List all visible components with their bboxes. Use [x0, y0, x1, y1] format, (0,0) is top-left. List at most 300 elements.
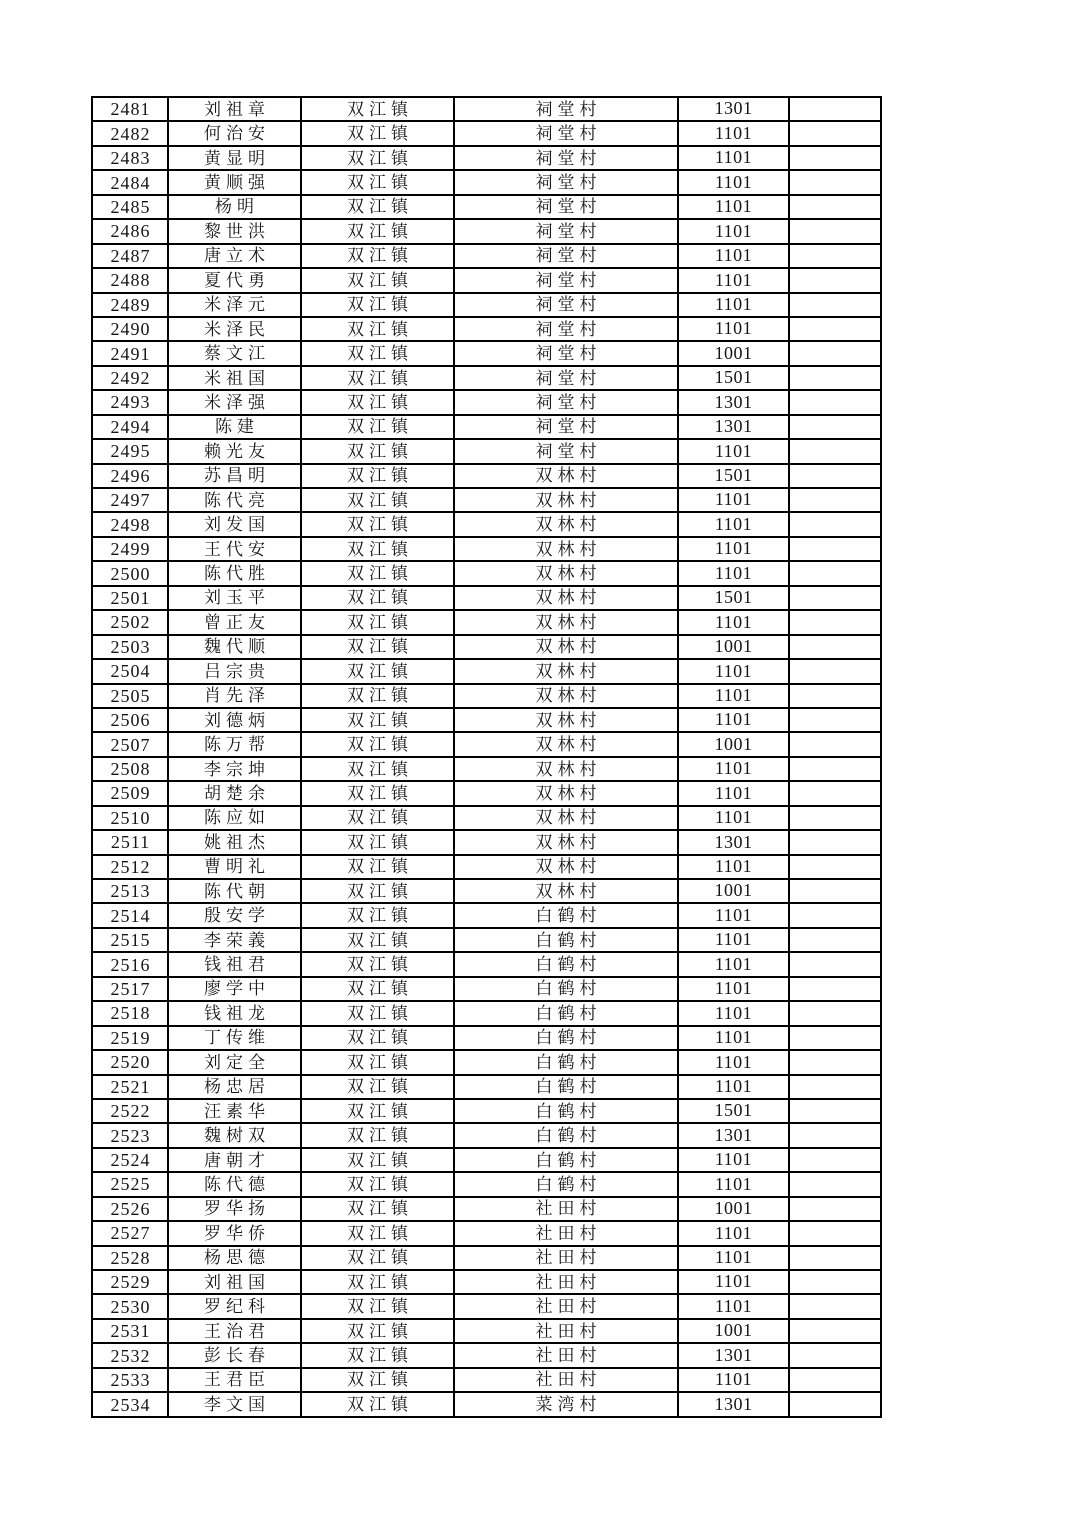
table-row — [92, 415, 881, 439]
code-cell: 1001 — [678, 879, 789, 903]
town-cell: 双江镇 — [301, 146, 454, 170]
table-row — [92, 439, 881, 463]
table-row — [92, 1197, 881, 1221]
table-row — [92, 684, 881, 708]
town-cell: 双江镇 — [301, 732, 454, 756]
row-number-cell: 2489 — [92, 293, 168, 317]
table-row — [92, 830, 881, 854]
table-row — [92, 341, 881, 365]
empty-cell — [789, 610, 881, 634]
village-cell: 祠堂村 — [454, 146, 678, 170]
village-cell: 双林村 — [454, 879, 678, 903]
empty-cell — [789, 1075, 881, 1099]
town-cell: 双江镇 — [301, 1197, 454, 1221]
empty-cell — [789, 464, 881, 488]
village-cell: 白鹤村 — [454, 928, 678, 952]
village-cell: 白鹤村 — [454, 1099, 678, 1123]
town-cell: 双江镇 — [301, 97, 454, 121]
row-number-cell: 2510 — [92, 806, 168, 830]
name-cell: 夏代勇 — [168, 268, 301, 292]
name-cell: 曾正友 — [168, 610, 301, 634]
empty-cell — [789, 952, 881, 976]
row-number-cell: 2519 — [92, 1026, 168, 1050]
town-cell: 双江镇 — [301, 439, 454, 463]
town-cell: 双江镇 — [301, 1123, 454, 1147]
code-cell: 1001 — [678, 1197, 789, 1221]
code-cell: 1301 — [678, 390, 789, 414]
table-row — [92, 977, 881, 1001]
code-cell: 1001 — [678, 732, 789, 756]
town-cell: 双江镇 — [301, 855, 454, 879]
table-row — [92, 512, 881, 536]
village-cell: 白鹤村 — [454, 1075, 678, 1099]
name-cell: 刘玉平 — [168, 586, 301, 610]
village-cell: 祠堂村 — [454, 195, 678, 219]
empty-cell — [789, 1172, 881, 1196]
table-row — [92, 195, 881, 219]
village-cell: 社田村 — [454, 1368, 678, 1392]
table-row — [92, 488, 881, 512]
code-cell: 1101 — [678, 1221, 789, 1245]
code-cell: 1101 — [678, 537, 789, 561]
code-cell: 1101 — [678, 1075, 789, 1099]
table-row — [92, 708, 881, 732]
village-cell: 社田村 — [454, 1221, 678, 1245]
empty-cell — [789, 561, 881, 585]
table-row — [92, 1319, 881, 1343]
code-cell: 1101 — [678, 439, 789, 463]
town-cell: 双江镇 — [301, 464, 454, 488]
empty-cell — [789, 1221, 881, 1245]
town-cell: 双江镇 — [301, 317, 454, 341]
row-number-cell: 2482 — [92, 121, 168, 145]
empty-cell — [789, 1343, 881, 1367]
town-cell: 双江镇 — [301, 1099, 454, 1123]
name-cell: 杨思德 — [168, 1246, 301, 1270]
town-cell: 双江镇 — [301, 952, 454, 976]
name-cell: 杨忠居 — [168, 1075, 301, 1099]
empty-cell — [789, 317, 881, 341]
empty-cell — [789, 366, 881, 390]
code-cell: 1101 — [678, 757, 789, 781]
row-number-cell: 2530 — [92, 1294, 168, 1318]
village-cell: 社田村 — [454, 1343, 678, 1367]
town-cell: 双江镇 — [301, 1294, 454, 1318]
village-cell: 双林村 — [454, 635, 678, 659]
name-cell: 米泽元 — [168, 293, 301, 317]
name-cell: 魏代顺 — [168, 635, 301, 659]
village-cell: 双林村 — [454, 806, 678, 830]
village-cell: 白鹤村 — [454, 952, 678, 976]
town-cell: 双江镇 — [301, 512, 454, 536]
name-cell: 王代安 — [168, 537, 301, 561]
town-cell: 双江镇 — [301, 1148, 454, 1172]
row-number-cell: 2491 — [92, 341, 168, 365]
village-cell: 社田村 — [454, 1294, 678, 1318]
row-number-cell: 2527 — [92, 1221, 168, 1245]
name-cell: 黎世洪 — [168, 219, 301, 243]
code-cell: 1301 — [678, 1343, 789, 1367]
town-cell: 双江镇 — [301, 903, 454, 927]
name-cell: 赖光友 — [168, 439, 301, 463]
table-row — [92, 537, 881, 561]
table-row — [92, 1026, 881, 1050]
empty-cell — [789, 1392, 881, 1417]
row-number-cell: 2481 — [92, 97, 168, 121]
row-number-cell: 2483 — [92, 146, 168, 170]
row-number-cell: 2494 — [92, 415, 168, 439]
name-cell: 杨明 — [168, 195, 301, 219]
code-cell: 1101 — [678, 219, 789, 243]
village-cell: 双林村 — [454, 830, 678, 854]
name-cell: 米泽强 — [168, 390, 301, 414]
name-cell: 陈建 — [168, 415, 301, 439]
table-row — [92, 390, 881, 414]
row-number-cell: 2504 — [92, 659, 168, 683]
row-number-cell: 2513 — [92, 879, 168, 903]
name-cell: 殷安学 — [168, 903, 301, 927]
empty-cell — [789, 121, 881, 145]
code-cell: 1101 — [678, 708, 789, 732]
table-row — [92, 879, 881, 903]
village-cell: 祠堂村 — [454, 293, 678, 317]
village-cell: 白鹤村 — [454, 1123, 678, 1147]
empty-cell — [789, 903, 881, 927]
town-cell: 双江镇 — [301, 488, 454, 512]
row-number-cell: 2514 — [92, 903, 168, 927]
town-cell: 双江镇 — [301, 977, 454, 1001]
town-cell: 双江镇 — [301, 1050, 454, 1074]
table-row — [92, 903, 881, 927]
empty-cell — [789, 1050, 881, 1074]
table-row — [92, 952, 881, 976]
town-cell: 双江镇 — [301, 1319, 454, 1343]
code-cell: 1001 — [678, 1319, 789, 1343]
row-number-cell: 2522 — [92, 1099, 168, 1123]
town-cell: 双江镇 — [301, 341, 454, 365]
row-number-cell: 2507 — [92, 732, 168, 756]
table-row — [92, 561, 881, 585]
town-cell: 双江镇 — [301, 1221, 454, 1245]
table-row — [92, 1123, 881, 1147]
empty-cell — [789, 1026, 881, 1050]
code-cell: 1101 — [678, 1270, 789, 1294]
name-cell: 陈代朝 — [168, 879, 301, 903]
empty-cell — [789, 170, 881, 194]
village-cell: 双林村 — [454, 659, 678, 683]
code-cell: 1101 — [678, 1001, 789, 1025]
name-cell: 李宗坤 — [168, 757, 301, 781]
code-cell: 1101 — [678, 268, 789, 292]
row-number-cell: 2493 — [92, 390, 168, 414]
table-row — [92, 610, 881, 634]
empty-cell — [789, 537, 881, 561]
code-cell: 1101 — [678, 195, 789, 219]
row-number-cell: 2534 — [92, 1392, 168, 1417]
row-number-cell: 2523 — [92, 1123, 168, 1147]
town-cell: 双江镇 — [301, 1172, 454, 1196]
code-cell: 1101 — [678, 244, 789, 268]
code-cell: 1501 — [678, 1099, 789, 1123]
village-cell: 白鹤村 — [454, 1172, 678, 1196]
town-cell: 双江镇 — [301, 610, 454, 634]
name-cell: 米泽民 — [168, 317, 301, 341]
village-cell: 双林村 — [454, 732, 678, 756]
row-number-cell: 2528 — [92, 1246, 168, 1270]
town-cell: 双江镇 — [301, 928, 454, 952]
town-cell: 双江镇 — [301, 757, 454, 781]
name-cell: 陈万帮 — [168, 732, 301, 756]
empty-cell — [789, 1001, 881, 1025]
empty-cell — [789, 659, 881, 683]
row-number-cell: 2524 — [92, 1148, 168, 1172]
village-cell: 祠堂村 — [454, 366, 678, 390]
code-cell: 1101 — [678, 1026, 789, 1050]
village-cell: 白鹤村 — [454, 903, 678, 927]
name-cell: 胡楚余 — [168, 781, 301, 805]
empty-cell — [789, 977, 881, 1001]
code-cell: 1101 — [678, 781, 789, 805]
empty-cell — [789, 195, 881, 219]
table-row — [92, 659, 881, 683]
table-row — [92, 464, 881, 488]
name-cell: 陈代胜 — [168, 561, 301, 585]
empty-cell — [789, 219, 881, 243]
table-row — [92, 1343, 881, 1367]
code-cell: 1301 — [678, 830, 789, 854]
name-cell: 李荣義 — [168, 928, 301, 952]
town-cell: 双江镇 — [301, 708, 454, 732]
town-cell: 双江镇 — [301, 684, 454, 708]
row-number-cell: 2533 — [92, 1368, 168, 1392]
town-cell: 双江镇 — [301, 195, 454, 219]
empty-cell — [789, 1099, 881, 1123]
code-cell: 1101 — [678, 855, 789, 879]
village-cell: 双林村 — [454, 610, 678, 634]
town-cell: 双江镇 — [301, 1075, 454, 1099]
empty-cell — [789, 1270, 881, 1294]
village-cell: 白鹤村 — [454, 1001, 678, 1025]
name-cell: 罗华扬 — [168, 1197, 301, 1221]
town-cell: 双江镇 — [301, 244, 454, 268]
name-cell: 苏昌明 — [168, 464, 301, 488]
table-row — [92, 1221, 881, 1245]
row-number-cell: 2532 — [92, 1343, 168, 1367]
table-row — [92, 635, 881, 659]
code-cell: 1301 — [678, 415, 789, 439]
name-cell: 肖先泽 — [168, 684, 301, 708]
village-cell: 白鹤村 — [454, 1050, 678, 1074]
code-cell: 1301 — [678, 97, 789, 121]
table-row — [92, 1172, 881, 1196]
name-cell: 曹明礼 — [168, 855, 301, 879]
code-cell: 1101 — [678, 659, 789, 683]
village-cell: 双林村 — [454, 757, 678, 781]
empty-cell — [789, 1319, 881, 1343]
row-number-cell: 2497 — [92, 488, 168, 512]
code-cell: 1101 — [678, 170, 789, 194]
table-row — [92, 97, 881, 121]
village-cell: 双林村 — [454, 684, 678, 708]
village-cell: 祠堂村 — [454, 268, 678, 292]
empty-cell — [789, 830, 881, 854]
name-cell: 刘德炳 — [168, 708, 301, 732]
empty-cell — [789, 1148, 881, 1172]
name-cell: 刘发国 — [168, 512, 301, 536]
table-row — [92, 1099, 881, 1123]
town-cell: 双江镇 — [301, 635, 454, 659]
village-cell: 祠堂村 — [454, 219, 678, 243]
town-cell: 双江镇 — [301, 537, 454, 561]
table-row — [92, 1368, 881, 1392]
name-cell: 黄显明 — [168, 146, 301, 170]
table-row — [92, 1294, 881, 1318]
village-cell: 双林村 — [454, 855, 678, 879]
name-cell: 蔡文江 — [168, 341, 301, 365]
name-cell: 唐立术 — [168, 244, 301, 268]
town-cell: 双江镇 — [301, 1026, 454, 1050]
town-cell: 双江镇 — [301, 781, 454, 805]
row-number-cell: 2505 — [92, 684, 168, 708]
row-number-cell: 2525 — [92, 1172, 168, 1196]
village-cell: 双林村 — [454, 781, 678, 805]
row-number-cell: 2508 — [92, 757, 168, 781]
code-cell: 1101 — [678, 977, 789, 1001]
village-cell: 白鹤村 — [454, 1148, 678, 1172]
row-number-cell: 2486 — [92, 219, 168, 243]
row-number-cell: 2516 — [92, 952, 168, 976]
table-row — [92, 1246, 881, 1270]
village-cell: 社田村 — [454, 1319, 678, 1343]
town-cell: 双江镇 — [301, 659, 454, 683]
village-cell: 白鹤村 — [454, 977, 678, 1001]
town-cell: 双江镇 — [301, 1343, 454, 1367]
village-cell: 祠堂村 — [454, 317, 678, 341]
empty-cell — [789, 879, 881, 903]
empty-cell — [789, 97, 881, 121]
empty-cell — [789, 1197, 881, 1221]
town-cell: 双江镇 — [301, 170, 454, 194]
row-number-cell: 2487 — [92, 244, 168, 268]
row-number-cell: 2485 — [92, 195, 168, 219]
empty-cell — [789, 1294, 881, 1318]
name-cell: 姚祖杰 — [168, 830, 301, 854]
empty-cell — [789, 708, 881, 732]
table-row — [92, 366, 881, 390]
code-cell: 1101 — [678, 684, 789, 708]
table-row — [92, 219, 881, 243]
town-cell: 双江镇 — [301, 268, 454, 292]
row-number-cell: 2503 — [92, 635, 168, 659]
row-number-cell: 2498 — [92, 512, 168, 536]
town-cell: 双江镇 — [301, 1270, 454, 1294]
code-cell: 1101 — [678, 928, 789, 952]
village-cell: 社田村 — [454, 1197, 678, 1221]
empty-cell — [789, 415, 881, 439]
empty-cell — [789, 635, 881, 659]
town-cell: 双江镇 — [301, 366, 454, 390]
empty-cell — [789, 928, 881, 952]
village-cell: 双林村 — [454, 464, 678, 488]
row-number-cell: 2511 — [92, 830, 168, 854]
code-cell: 1001 — [678, 635, 789, 659]
roster-table — [91, 96, 882, 1418]
name-cell: 何治安 — [168, 121, 301, 145]
table-row — [92, 855, 881, 879]
town-cell: 双江镇 — [301, 415, 454, 439]
village-cell: 双林村 — [454, 537, 678, 561]
village-cell: 祠堂村 — [454, 415, 678, 439]
empty-cell — [789, 684, 881, 708]
town-cell: 双江镇 — [301, 879, 454, 903]
roster-table-body — [92, 97, 881, 1417]
table-row — [92, 293, 881, 317]
empty-cell — [789, 146, 881, 170]
town-cell: 双江镇 — [301, 293, 454, 317]
row-number-cell: 2496 — [92, 464, 168, 488]
empty-cell — [789, 244, 881, 268]
table-row — [92, 1270, 881, 1294]
table-row — [92, 1392, 881, 1417]
table-row — [92, 121, 881, 145]
name-cell: 吕宗贵 — [168, 659, 301, 683]
row-number-cell: 2499 — [92, 537, 168, 561]
empty-cell — [789, 293, 881, 317]
code-cell: 1101 — [678, 488, 789, 512]
village-cell: 双林村 — [454, 586, 678, 610]
name-cell: 罗纪科 — [168, 1294, 301, 1318]
name-cell: 王治君 — [168, 1319, 301, 1343]
name-cell: 钱祖龙 — [168, 1001, 301, 1025]
empty-cell — [789, 1368, 881, 1392]
code-cell: 1101 — [678, 1050, 789, 1074]
town-cell: 双江镇 — [301, 586, 454, 610]
table-row — [92, 170, 881, 194]
table-row — [92, 781, 881, 805]
table-row — [92, 268, 881, 292]
village-cell: 社田村 — [454, 1270, 678, 1294]
empty-cell — [789, 586, 881, 610]
row-number-cell: 2492 — [92, 366, 168, 390]
row-number-cell: 2501 — [92, 586, 168, 610]
town-cell: 双江镇 — [301, 121, 454, 145]
row-number-cell: 2512 — [92, 855, 168, 879]
row-number-cell: 2518 — [92, 1001, 168, 1025]
village-cell: 双林村 — [454, 561, 678, 585]
code-cell: 1101 — [678, 121, 789, 145]
code-cell: 1301 — [678, 1123, 789, 1147]
row-number-cell: 2529 — [92, 1270, 168, 1294]
table-row — [92, 1148, 881, 1172]
town-cell: 双江镇 — [301, 1392, 454, 1417]
table-row — [92, 806, 881, 830]
name-cell: 陈代亮 — [168, 488, 301, 512]
code-cell: 1101 — [678, 1246, 789, 1270]
code-cell: 1101 — [678, 512, 789, 536]
empty-cell — [789, 488, 881, 512]
town-cell: 双江镇 — [301, 561, 454, 585]
empty-cell — [789, 439, 881, 463]
table-row — [92, 732, 881, 756]
code-cell: 1101 — [678, 806, 789, 830]
name-cell: 汪素华 — [168, 1099, 301, 1123]
code-cell: 1101 — [678, 146, 789, 170]
name-cell: 魏树双 — [168, 1123, 301, 1147]
name-cell: 唐朝才 — [168, 1148, 301, 1172]
row-number-cell: 2490 — [92, 317, 168, 341]
row-number-cell: 2495 — [92, 439, 168, 463]
village-cell: 双林村 — [454, 488, 678, 512]
